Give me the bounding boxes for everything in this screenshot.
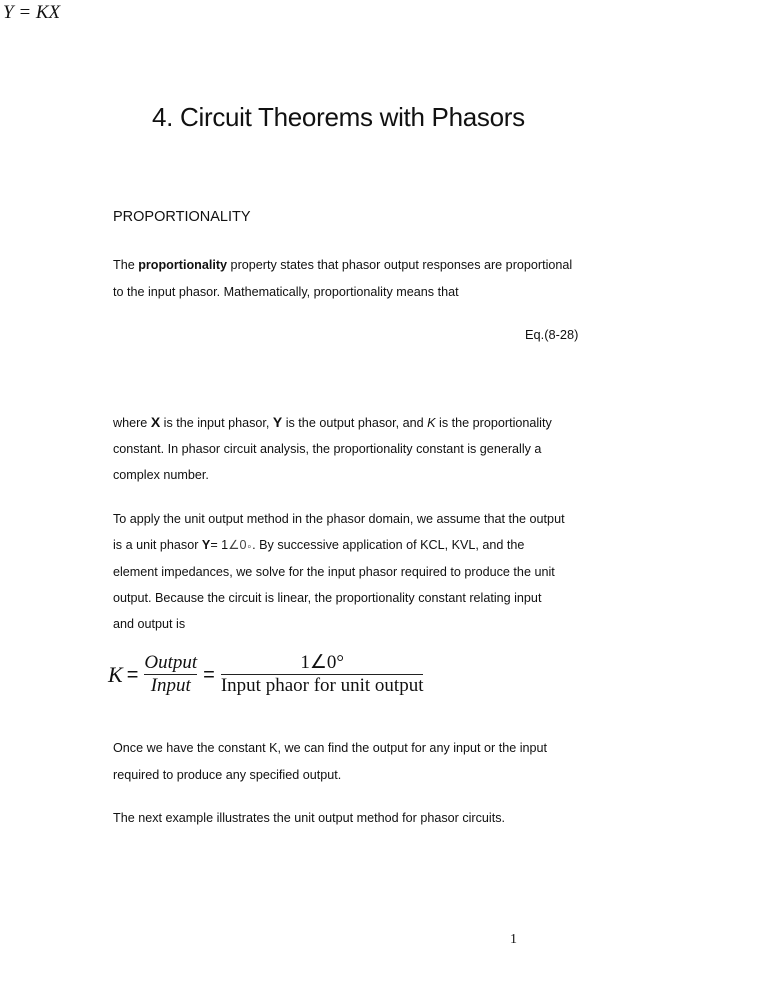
paragraph-line [113,257,572,273]
angle-symbol: ∠0 [228,538,247,552]
paragraph-line: element impedances, we solve for the input phasor required to produce the unit [113,565,555,579]
paragraph-line: required to produce any specified output. [113,768,342,782]
numerator: 1∠0° [300,652,344,673]
paragraph-line: constant. In phasor circuit analysis, the proportionality constant is generally a [113,442,542,456]
paragraph-line: and output is [113,617,186,631]
text: is the output phasor, and [282,416,428,430]
text: The [113,258,139,272]
paragraph-line [113,414,552,431]
section-heading: PROPORTIONALITY [113,209,251,225]
paragraph-line [113,537,524,554]
numerator: Output [144,652,198,673]
formula-equals: = [126,663,139,686]
degree-symbol: ∘ [246,541,253,551]
equation-label: Eq.(8-28) [525,327,579,342]
bold-y: Y [272,414,283,430]
paragraph-line: to the input phasor. Mathematically, proportionality means that [113,285,459,299]
text: where [113,416,151,430]
denominator: Input phaor for unit output [220,675,424,696]
text: is the input phasor, [160,416,273,430]
text: = 1 [210,538,229,552]
text: is the proportionality [435,416,552,430]
text: is a unit phasor [113,538,202,552]
text: . By successive application of KCL, KVL, and the [252,538,525,552]
paragraph-line: To apply the unit output method in the phasor domain, we assume that the output [113,512,565,526]
paragraph-line: complex number. [113,468,209,482]
bold-x: X [150,414,161,430]
fraction-unit-output [219,652,426,697]
formula-lhs: K [108,661,123,687]
bold-y: Y [201,538,211,552]
bold-term: proportionality [138,258,228,272]
fraction-output-input [142,652,199,697]
formula-equals: = [203,663,215,686]
text: property states that phasor output responses are proportional [227,258,573,272]
paragraph-line: output. Because the circuit is linear, the proportionality constant relating input [113,591,542,605]
page-number: 1 [510,932,517,947]
top-equation: Y = KX [3,2,61,23]
italic-k: K [427,416,436,430]
k-formula [108,652,425,697]
paragraph-line: Once we have the constant K, we can find the output for any input or the input [113,741,548,755]
denominator: Input [150,675,191,696]
paragraph-line: The next example illustrates the unit output method for phasor circuits. [113,811,506,825]
page-title: 4. Circuit Theorems with Phasors [152,102,525,132]
